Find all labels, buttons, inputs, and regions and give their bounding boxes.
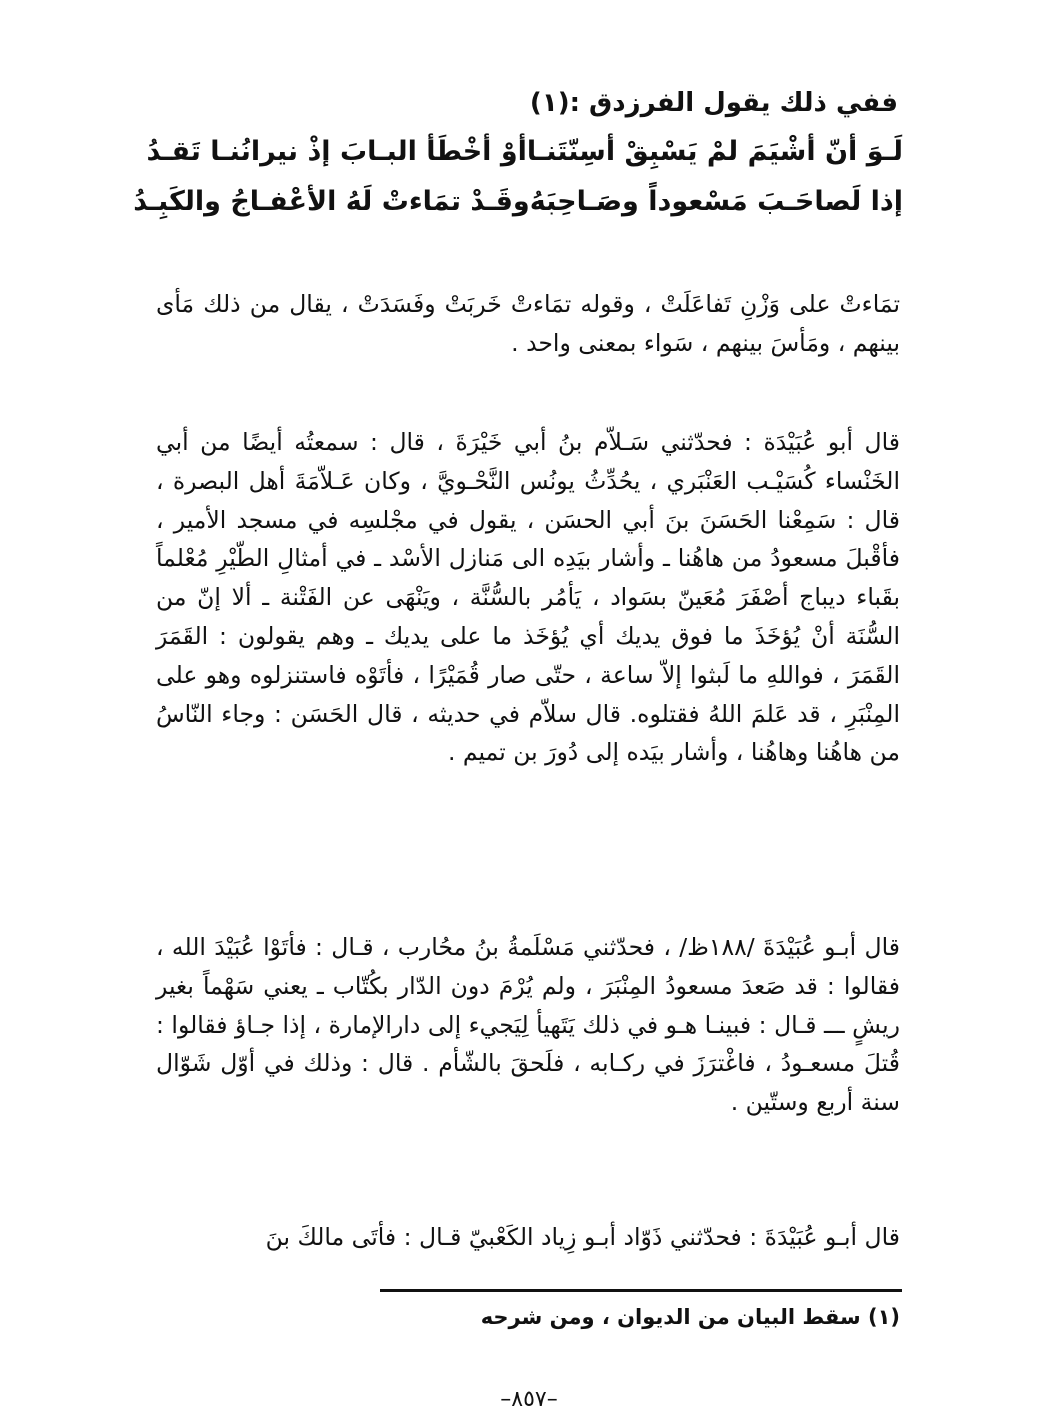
footnote: (١) سقط البيان من الديوان ، ومن شرحه	[480, 1305, 900, 1329]
page-number: –٨٥٧–	[500, 1387, 558, 1412]
paragraph-3: قال أبـو عُبَيْدَةَ /١٨٨ظ/ ، فحدّثني مَسْلَمةُ بنُ محُارب ، قـال : فأتَوْا عُبَيْدَ الله ، فقالوا : قد صَعدَ مسعودُ المِنْبَرَ ، ولم يُرْمَ دون الدّار بكُتّاب ـ يعني سَهْماً بغير ريشٍ ـــ قـال : فبينـا هـو في ذلك يَتَهيأ لِيَجيء إلى دارالإمارة ، إذا جـاؤ فقالوا : قُتلَ مسعـودُ ، فاغْترَزَ في ركـابه ، فلَحقَ بالشّأم . قال : وذلك في أوّل شَوّال سنة أربع وستّين .	[156, 933, 900, 1117]
verse-2-second-hemistich: وقَـدْ تمَاءتْ لَهُ الأعْفـاجُ والكَبِـدُ	[133, 186, 530, 217]
verse-line-2	[133, 186, 903, 217]
paragraph-2: قال أبو عُبَيْدَة : فحدّثني سَـلاّم بنُ أبي خَيْرَةَ ، قال : سمعتُه أيضًا من أبي الخَنْساء كُسَيْـب العَنْبَري ، يحُدِّثُ يونُس النَّحْـويَّ ، وكان عَـلاّمَةَ أهل البصرة ، قال : سَمِعْنا الحَسَنَ بنَ أبي الحسَن ، يقول في مجْلسِه في مسجد الأمير ، فأقْبلَ مسعودُ من هاهُنا ـ وأشار بيَدِه الى مَنازل الأسْد ـ في أمثالِ الطّيْرِ مُعْلماً بقَباء ديباج أصْفَرَ مُعَينّ بسَواد ، يَأمُر بالسُّنَّة ، ويَنْهَى عن الفَتْنة ـ ألا إنّ من السُّنَة أنْ يُؤخَذَ ما فوق يديك أي يُؤخَذ ما على يديك ـ وهم يقولون : القَمَرَ القَمَرَ ، فواللهِ ما لَبثوا إلاّ ساعة ، حتّى صار قُمَيْرًا ، فأتَوْه فاستنزلوه وهو على المِنْبَرِ ، قد عَلمَ اللهُ فقتلوه. قال سلاّم في حديثه ، قال الحَسَن : وجاء النّاسُ من هاهُنا وهاهُنا ، وأشار بيَده إلى دُورَ بن تميم .	[156, 428, 900, 767]
verse-1-first-hemistich: لَـوَ أنّ أشْيَمَ لمْ يَسْبِقْ أسِنّتَنـا	[526, 136, 903, 167]
verse-1-second-hemistich: أوْ أخْطَأ البـابَ إذْ نيرانُنـا تَقـدُ	[146, 136, 527, 167]
paragraph-4: قال أبـو عُبَيْدَةَ : فحدّثني ذَوّاد أبـو زِياد الكَعْبيّ قـال : فأتَى مالكَ بنَ	[265, 1223, 900, 1251]
paragraph-1: تمَاءتْ على وَزْنِ تَفاعَلَتْ ، وقوله تمَاءتْ خَربَتْ وفَسَدَتْ ، يقال من ذلك مَأى بينهم ، ومَأسَ بينهم ، سَواء بمعنى واحد .	[156, 290, 900, 357]
intro-line: ففي ذلك يقول الفرزدق :(١)	[529, 88, 898, 118]
verse-line-1	[146, 136, 903, 167]
footnote-divider	[380, 1289, 902, 1292]
verse-2-first-hemistich: إذا لَصاحَـبَ مَسْعوداً وصَـاحِبَهُ	[529, 186, 903, 217]
